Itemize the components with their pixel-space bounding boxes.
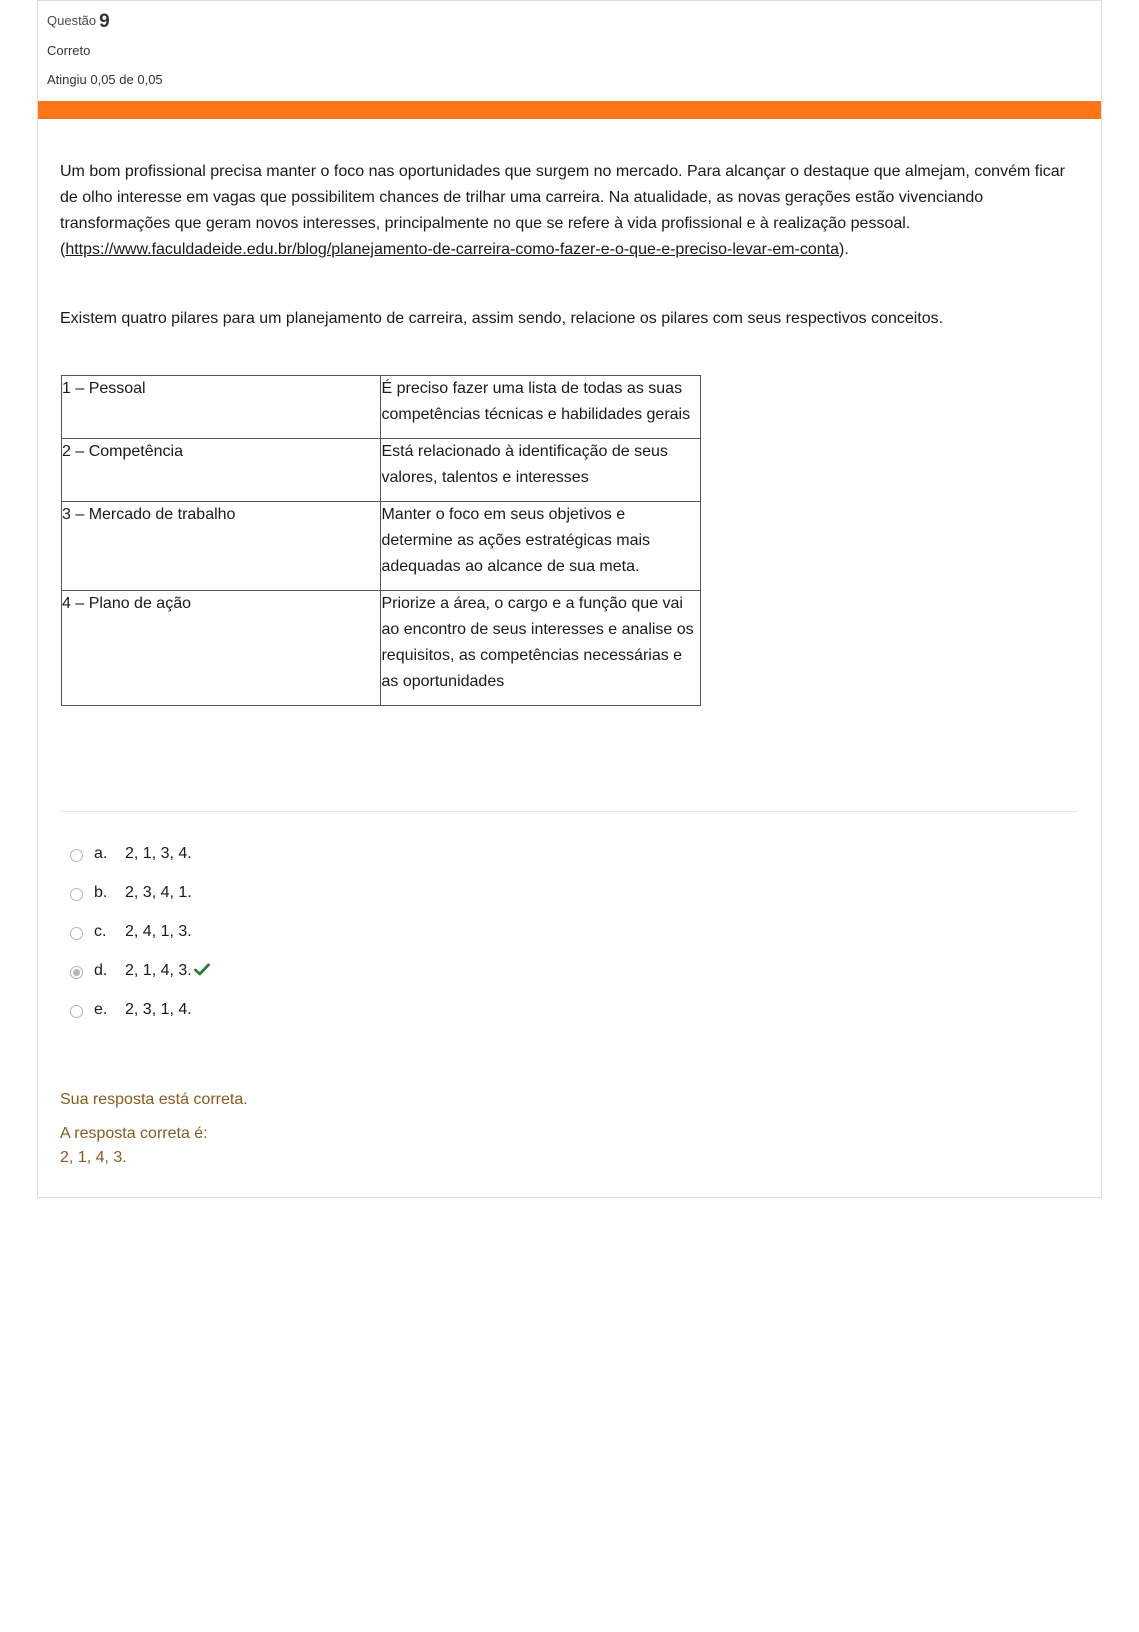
section-divider bbox=[60, 811, 1078, 812]
pillars-table bbox=[61, 375, 701, 706]
question-grade: Atingiu 0,05 de 0,05 bbox=[47, 72, 163, 87]
feedback-box bbox=[60, 1088, 248, 1170]
table-cell-concept: Priorize a área, o cargo e a função que vai ao encontro de seus interesses e analise os requisitos, as competências necessárias e as oportunidades bbox=[381, 591, 701, 706]
option-text: 2, 1, 3, 4. bbox=[125, 845, 192, 862]
source-link[interactable]: https://www.faculdadeide.edu.br/blog/planejamento-de-carreira-como-fazer-e-o-que-e-preciso-levar-em-conta bbox=[65, 241, 840, 258]
radio-button[interactable] bbox=[70, 927, 83, 940]
table-cell-concept: Está relacionado à identificação de seus valores, talentos e interesses bbox=[381, 439, 701, 502]
table-cell-pillar: 3 – Mercado de trabalho bbox=[62, 502, 381, 591]
check-icon bbox=[194, 963, 210, 981]
table-row bbox=[62, 439, 701, 502]
option-text-wrap bbox=[125, 962, 210, 981]
table-cell-concept: É preciso fazer uma lista de todas as suas competências técnicas e habilidades gerais bbox=[381, 376, 701, 439]
accent-bar bbox=[38, 101, 1101, 119]
radio-button[interactable] bbox=[70, 1005, 83, 1018]
radio-button[interactable] bbox=[70, 888, 83, 901]
option-letter: a. bbox=[94, 845, 108, 862]
table-cell-concept: Manter o foco em seus objetivos e determine as ações estratégicas mais adequadas ao alcance de sua meta. bbox=[381, 502, 701, 591]
option-text: 2, 4, 1, 3. bbox=[125, 923, 192, 940]
radio-button[interactable] bbox=[70, 849, 83, 862]
question-paragraph-1 bbox=[60, 159, 1070, 263]
question-label: Questão bbox=[47, 13, 97, 28]
option-letter: b. bbox=[94, 884, 108, 901]
feedback-correct-value: 2, 1, 4, 3. bbox=[60, 1149, 127, 1166]
option-text: 2, 3, 1, 4. bbox=[125, 1001, 192, 1018]
table-row bbox=[62, 591, 701, 706]
question-paragraph-2: Existem quatro pilares para um planejamento de carreira, assim sendo, relacione os pilares com seus respectivos conceitos. bbox=[60, 310, 944, 327]
option-letter: c. bbox=[94, 923, 107, 940]
table-cell-pillar: 2 – Competência bbox=[62, 439, 381, 502]
feedback-correct-label: A resposta correta é: bbox=[60, 1125, 208, 1142]
link-close-paren: ). bbox=[839, 241, 849, 258]
table-row bbox=[62, 376, 701, 439]
radio-button-selected[interactable] bbox=[70, 966, 83, 979]
link-open-paren: ( bbox=[60, 241, 66, 258]
option-letter: d. bbox=[94, 962, 108, 979]
question-paragraph-1-text: Um bom profissional precisa manter o foco nas oportunidades que surgem no mercado. Para alcançar o destaque que almejam, convém ficar de olho interesse em vagas que possibilitem chances de trilhar uma carreira. Na atualidade, as novas gerações estão vivenciando transformações que geram novos interesses, principalmente no que se refere à vida profissional e à realização pessoal. bbox=[60, 163, 1065, 232]
question-card bbox=[37, 0, 1102, 1198]
option-text: 2, 1, 4, 3. bbox=[125, 962, 192, 979]
table-cell-pillar: 4 – Plano de ação bbox=[62, 591, 381, 706]
feedback-result: Sua resposta está correta. bbox=[60, 1091, 248, 1108]
table-cell-pillar: 1 – Pessoal bbox=[62, 376, 381, 439]
question-info bbox=[38, 1, 1101, 102]
table-row bbox=[62, 502, 701, 591]
question-state: Correto bbox=[47, 43, 91, 58]
option-text: 2, 3, 4, 1. bbox=[125, 884, 192, 901]
question-label-line bbox=[47, 9, 110, 31]
option-letter: e. bbox=[94, 1001, 108, 1018]
question-number: 9 bbox=[99, 11, 110, 32]
